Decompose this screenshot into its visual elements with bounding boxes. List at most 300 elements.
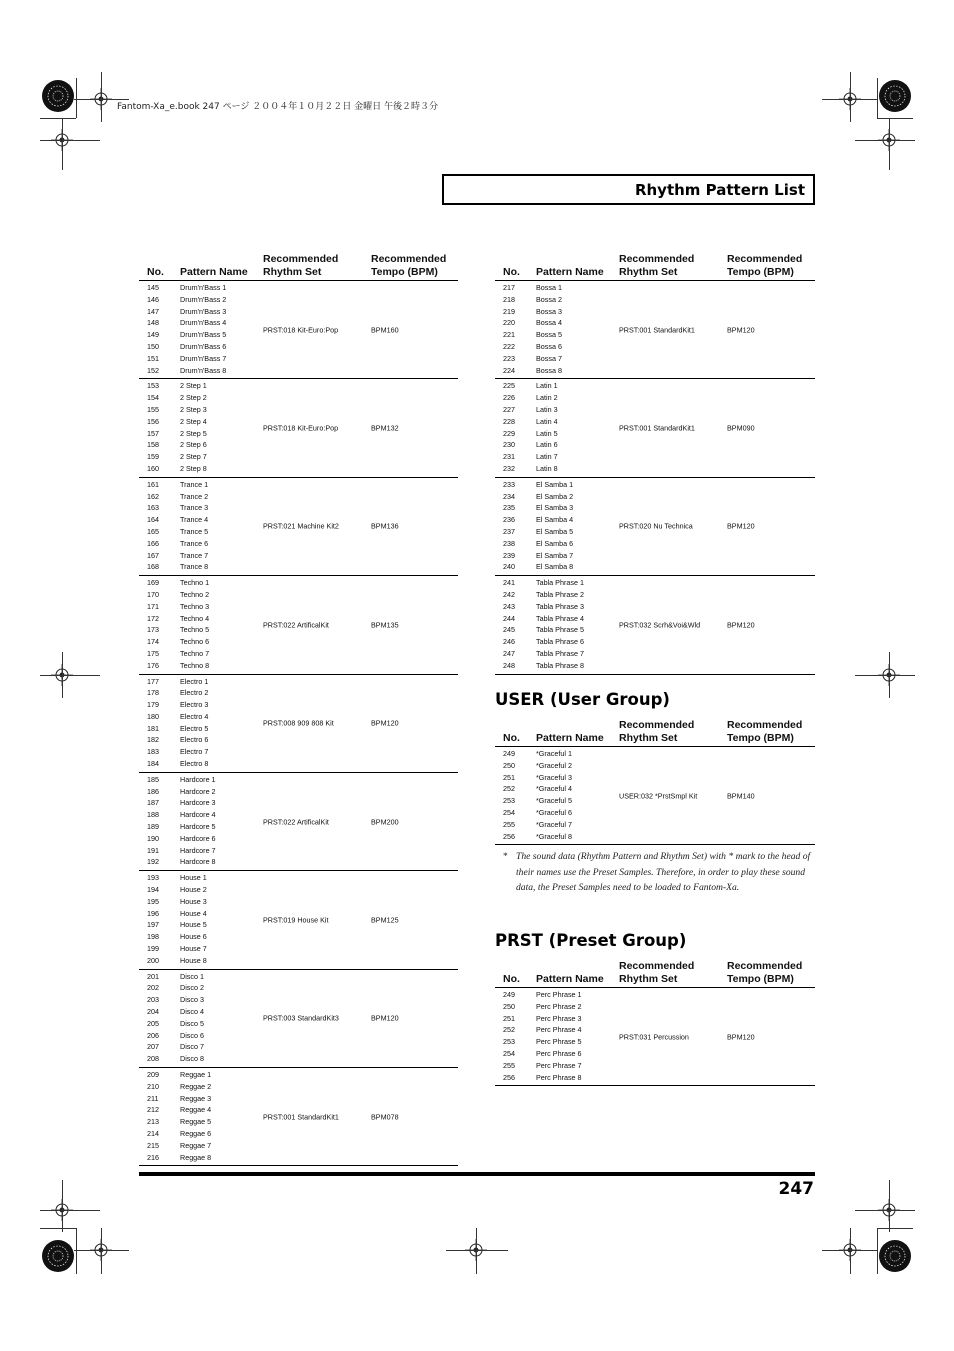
- table-row: [495, 589, 815, 601]
- pattern-number: 253: [503, 796, 515, 806]
- pattern-number: 215: [147, 1140, 159, 1150]
- recommended-tempo: BPM120: [371, 1013, 399, 1023]
- pattern-number: 206: [147, 1030, 159, 1040]
- pattern-name: Hardcore 1: [180, 774, 216, 784]
- pattern-number: 248: [503, 660, 515, 670]
- pattern-number: 235: [503, 503, 515, 513]
- table-row: [139, 353, 458, 365]
- pattern-name: Perc Phrase 3: [536, 1013, 582, 1023]
- prst-group-table: [495, 960, 815, 1086]
- pattern-name: Tabla Phrase 3: [536, 601, 584, 611]
- pattern-number: 153: [147, 381, 159, 391]
- pattern-number: 187: [147, 798, 159, 808]
- table-row: [495, 439, 815, 451]
- table-row: [495, 392, 815, 404]
- pattern-number: 183: [147, 747, 159, 757]
- table-row: [495, 648, 815, 660]
- pattern-number: 256: [503, 831, 515, 841]
- user-group-table: [495, 719, 815, 845]
- pattern-number: 188: [147, 810, 159, 820]
- recommended-rhythm-set: PRST:019 House Kit: [263, 915, 329, 925]
- pattern-name: House 3: [180, 896, 207, 906]
- pattern-name: Techno 5: [180, 625, 210, 635]
- pattern-name: Tabla Phrase 1: [536, 578, 584, 588]
- pattern-number: 216: [147, 1152, 159, 1162]
- table-row: [139, 982, 458, 994]
- column-header-no: No.: [503, 265, 520, 278]
- pattern-number: 169: [147, 578, 159, 588]
- pattern-name: Latin 1: [536, 381, 558, 391]
- table-row: [495, 294, 815, 306]
- pattern-name: Bossa 2: [536, 294, 562, 304]
- pattern-name: Hardcore 3: [180, 798, 216, 808]
- pattern-number: 219: [503, 306, 515, 316]
- table-row: [139, 589, 458, 601]
- pattern-name: House 7: [180, 944, 207, 954]
- table-row: [139, 601, 458, 613]
- note-text: The sound data (Rhythm Pattern and Rhythm Set) with * mark to the head of their names use the Preset Samples. Therefore, in order to play these sound data, the Preset Samples need to be loaded to Fantom-Xa.: [516, 851, 811, 893]
- pattern-number: 152: [147, 365, 159, 375]
- recommended-tempo: BPM120: [371, 718, 399, 728]
- crop-line: [40, 140, 100, 141]
- pattern-name: Drum'n'Bass 2: [180, 294, 227, 304]
- pattern-name: House 2: [180, 885, 207, 895]
- pattern-name: Disco 4: [180, 1007, 204, 1017]
- pattern-number: 205: [147, 1018, 159, 1028]
- crop-line: [76, 1228, 77, 1274]
- table-row: [139, 676, 458, 688]
- pattern-name: Latin 8: [536, 463, 558, 473]
- pattern-number: 254: [503, 807, 515, 817]
- table-row: [139, 538, 458, 550]
- column-header-tempo: Recommended Tempo (BPM): [727, 719, 803, 744]
- table-row: [139, 758, 458, 770]
- pattern-number: 167: [147, 550, 159, 560]
- pattern-name: Drum'n'Bass 7: [180, 353, 227, 363]
- pattern-number: 176: [147, 660, 159, 670]
- crop-line: [877, 1228, 878, 1274]
- column-header-rhythm-set: Recommended Rhythm Set: [619, 253, 695, 278]
- recommended-tempo: BPM078: [371, 1112, 399, 1122]
- pattern-number: 147: [147, 306, 159, 316]
- pattern-name: 2 Step 5: [180, 428, 207, 438]
- pattern-number: 148: [147, 318, 159, 328]
- table-row: [139, 931, 458, 943]
- pattern-name: House 8: [180, 955, 207, 965]
- pattern-number: 195: [147, 896, 159, 906]
- table-row: [139, 636, 458, 648]
- pattern-name: Techno 7: [180, 648, 210, 658]
- pattern-number: 239: [503, 550, 515, 560]
- column-header-pattern-name: Pattern Name: [180, 265, 248, 278]
- pattern-number: 221: [503, 330, 515, 340]
- table-row: [139, 1041, 458, 1053]
- pattern-name: *Graceful 1: [536, 749, 572, 758]
- pattern-name: Latin 5: [536, 428, 558, 438]
- pattern-number: 252: [503, 1025, 515, 1035]
- table-row: [139, 1069, 458, 1081]
- table-row: [495, 636, 815, 648]
- pattern-number: 252: [503, 784, 515, 794]
- pattern-number: 158: [147, 440, 159, 450]
- pattern-name: Techno 1: [180, 578, 210, 588]
- pattern-name: House 1: [180, 873, 207, 883]
- table-row: [139, 687, 458, 699]
- pattern-name: Perc Phrase 8: [536, 1072, 582, 1082]
- pattern-name: Latin 6: [536, 440, 558, 450]
- pattern-number: 173: [147, 625, 159, 635]
- crop-line: [889, 652, 890, 698]
- table-row: [139, 404, 458, 416]
- pattern-number: 227: [503, 404, 515, 414]
- column-header-pattern-name: Pattern Name: [536, 265, 604, 278]
- pattern-table-left: [139, 253, 458, 1166]
- pattern-number: 246: [503, 637, 515, 647]
- pattern-name: House 6: [180, 932, 207, 942]
- pattern-name: 2 Step 4: [180, 416, 207, 426]
- table-row: [139, 479, 458, 491]
- table-header: [139, 253, 458, 281]
- pattern-name: Hardcore 5: [180, 822, 216, 832]
- pattern-name: Drum'n'Bass 5: [180, 330, 227, 340]
- column-header-pattern-name: Pattern Name: [536, 972, 604, 985]
- registration-mark-bottom-right: [877, 1238, 913, 1274]
- pattern-name: Perc Phrase 1: [536, 990, 582, 999]
- pattern-name: Electro 5: [180, 723, 209, 733]
- pattern-number: 181: [147, 723, 159, 733]
- pattern-name: Trance 2: [180, 491, 209, 501]
- pattern-number: 241: [503, 578, 515, 588]
- pattern-name: *Graceful 3: [536, 772, 572, 782]
- pattern-name: Electro 1: [180, 676, 209, 686]
- pattern-group: [139, 478, 458, 576]
- recommended-rhythm-set: PRST:003 StandardKit3: [263, 1013, 339, 1023]
- table-row: [139, 971, 458, 983]
- pattern-group: [495, 281, 815, 379]
- pattern-name: El Samba 3: [536, 503, 574, 513]
- table-row: [139, 294, 458, 306]
- pattern-name: 2 Step 1: [180, 381, 207, 391]
- table-row: [139, 896, 458, 908]
- pattern-name: Drum'n'Bass 6: [180, 341, 227, 351]
- crop-line: [850, 1228, 851, 1274]
- table-row: [495, 353, 815, 365]
- crop-line: [855, 1210, 915, 1211]
- crop-line: [40, 675, 100, 676]
- column-header-rhythm-set: Recommended Rhythm Set: [619, 719, 695, 744]
- pattern-number: 213: [147, 1117, 159, 1127]
- pattern-number: 218: [503, 294, 515, 304]
- table-row: [139, 463, 458, 475]
- pattern-name: Disco 5: [180, 1018, 204, 1028]
- table-row: [139, 577, 458, 589]
- pattern-name: *Graceful 8: [536, 831, 572, 841]
- note-asterisk: *: [503, 851, 508, 862]
- pattern-name: Perc Phrase 7: [536, 1060, 582, 1070]
- crop-line: [62, 118, 63, 170]
- table-row: [495, 1060, 815, 1072]
- pattern-name: Disco 2: [180, 983, 204, 993]
- pattern-name: Disco 1: [180, 971, 204, 981]
- table-row: [139, 282, 458, 294]
- crop-line: [40, 1210, 100, 1211]
- pattern-number: 146: [147, 294, 159, 304]
- table-row: [495, 451, 815, 463]
- pattern-name: Drum'n'Bass 4: [180, 318, 227, 328]
- pattern-number: 159: [147, 452, 159, 462]
- pattern-name: Trance 6: [180, 538, 209, 548]
- pattern-number: 184: [147, 759, 159, 769]
- recommended-tempo: BPM132: [371, 423, 399, 433]
- pattern-name: Electro 6: [180, 735, 209, 745]
- crop-line: [889, 118, 890, 170]
- page-number: 247: [778, 1179, 814, 1199]
- pattern-name: Trance 3: [180, 503, 209, 513]
- pattern-number: 149: [147, 330, 159, 340]
- pattern-number: 224: [503, 365, 515, 375]
- prst-group-heading: PRST (Preset Group): [495, 931, 687, 950]
- recommended-rhythm-set: PRST:018 Kit-Euro:Pop: [263, 423, 339, 433]
- pattern-group: [139, 871, 458, 969]
- pattern-number: 170: [147, 589, 159, 599]
- pattern-name: Latin 7: [536, 452, 558, 462]
- pattern-name: El Samba 7: [536, 550, 574, 560]
- recommended-tempo: BPM120: [727, 620, 755, 630]
- pattern-number: 168: [147, 562, 159, 572]
- registration-mark-bottom-left: [40, 1238, 76, 1274]
- pattern-number: 229: [503, 428, 515, 438]
- crop-line: [877, 78, 878, 118]
- pattern-number: 203: [147, 995, 159, 1005]
- crop-line: [476, 1228, 477, 1274]
- recommended-rhythm-set: PRST:020 Nu Technica: [619, 521, 693, 531]
- pattern-number: 249: [503, 990, 515, 999]
- pattern-number: 255: [503, 819, 515, 829]
- pattern-number: 232: [503, 463, 515, 473]
- pattern-name: Trance 5: [180, 526, 209, 536]
- column-header-tempo: Recommended Tempo (BPM): [371, 253, 447, 278]
- recommended-rhythm-set: USER:032 *PrstSmpl Kit: [619, 791, 698, 801]
- pattern-name: Electro 2: [180, 688, 209, 698]
- pattern-number: 231: [503, 452, 515, 462]
- table-row: [139, 502, 458, 514]
- table-header: [495, 253, 815, 281]
- pattern-name: 2 Step 7: [180, 452, 207, 462]
- table-row: [139, 451, 458, 463]
- pattern-name: 2 Step 6: [180, 440, 207, 450]
- pattern-number: 198: [147, 932, 159, 942]
- pattern-number: 242: [503, 589, 515, 599]
- column-header-no: No.: [503, 731, 520, 744]
- crop-line: [855, 140, 915, 141]
- crop-line: [62, 1180, 63, 1232]
- pattern-name: Latin 4: [536, 416, 558, 426]
- pattern-group: [139, 379, 458, 477]
- pattern-number: 211: [147, 1093, 159, 1103]
- pattern-name: House 4: [180, 908, 207, 918]
- column-header-no: No.: [147, 265, 164, 278]
- table-row: [139, 774, 458, 786]
- table-row: [495, 463, 815, 475]
- table-row: [495, 989, 815, 1001]
- pattern-name: *Graceful 5: [536, 796, 572, 806]
- crop-line: [62, 652, 63, 698]
- table-row: [495, 1048, 815, 1060]
- recommended-rhythm-set: PRST:032 Scrh&Voi&Wld: [619, 620, 701, 630]
- pattern-name: *Graceful 2: [536, 760, 572, 770]
- table-row: [139, 833, 458, 845]
- pattern-group: [495, 988, 815, 1086]
- pattern-number: 177: [147, 676, 159, 686]
- table-row: [139, 341, 458, 353]
- pattern-name: Techno 2: [180, 589, 210, 599]
- table-row: [139, 491, 458, 503]
- pattern-number: 196: [147, 908, 159, 918]
- table-row: [139, 699, 458, 711]
- pattern-number: 163: [147, 503, 159, 513]
- table-row: [139, 786, 458, 798]
- table-row: [495, 807, 815, 819]
- table-row: [139, 884, 458, 896]
- recommended-rhythm-set: PRST:018 Kit-Euro:Pop: [263, 325, 339, 335]
- pattern-number: 185: [147, 774, 159, 784]
- table-row: [495, 819, 815, 831]
- recommended-rhythm-set: PRST:031 Percussion: [619, 1032, 689, 1042]
- table-row: [495, 404, 815, 416]
- pattern-number: 230: [503, 440, 515, 450]
- pattern-number: 255: [503, 1060, 515, 1070]
- recommended-tempo: BPM090: [727, 423, 755, 433]
- pattern-name: Bossa 7: [536, 353, 562, 363]
- pattern-group: [495, 747, 815, 845]
- pattern-name: Tabla Phrase 5: [536, 625, 584, 635]
- table-body: [495, 281, 815, 675]
- table-row: [495, 660, 815, 672]
- pattern-name: Reggae 1: [180, 1070, 212, 1079]
- pattern-number: 225: [503, 381, 515, 391]
- pattern-number: 233: [503, 479, 515, 489]
- column-header-rhythm-set: Recommended Rhythm Set: [263, 253, 339, 278]
- pattern-number: 199: [147, 944, 159, 954]
- pattern-name: Techno 4: [180, 613, 210, 623]
- pattern-number: 162: [147, 491, 159, 501]
- crop-line: [101, 1228, 102, 1274]
- recommended-rhythm-set: PRST:001 StandardKit1: [619, 325, 695, 335]
- recommended-tempo: BPM140: [727, 791, 755, 801]
- pattern-group: [139, 675, 458, 773]
- table-row: [139, 306, 458, 318]
- pattern-name: Reggae 7: [180, 1140, 212, 1150]
- pattern-name: Trance 7: [180, 550, 209, 560]
- pattern-number: 160: [147, 463, 159, 473]
- pattern-number: 204: [147, 1007, 159, 1017]
- table-row: [495, 306, 815, 318]
- pattern-number: 240: [503, 562, 515, 572]
- pattern-group: [139, 773, 458, 871]
- pattern-group: [139, 281, 458, 379]
- pattern-number: 207: [147, 1042, 159, 1052]
- pattern-number: 151: [147, 353, 159, 363]
- pattern-number: 253: [503, 1037, 515, 1047]
- user-group-heading: USER (User Group): [495, 690, 670, 709]
- pattern-number: 212: [147, 1105, 159, 1115]
- pattern-name: Electro 8: [180, 759, 209, 769]
- pattern-number: 179: [147, 700, 159, 710]
- table-row: [139, 856, 458, 868]
- pattern-name: 2 Step 8: [180, 463, 207, 473]
- pattern-number: 243: [503, 601, 515, 611]
- pattern-name: Tabla Phrase 4: [536, 613, 584, 623]
- pattern-name: Tabla Phrase 7: [536, 648, 584, 658]
- table-row: [139, 660, 458, 672]
- pattern-name: Trance 1: [180, 479, 209, 489]
- table-row: [495, 479, 815, 491]
- pattern-number: 250: [503, 1001, 515, 1011]
- table-row: [495, 380, 815, 392]
- pattern-name: Reggae 2: [180, 1081, 212, 1091]
- pattern-name: Hardcore 8: [180, 857, 216, 867]
- recommended-tempo: BPM135: [371, 620, 399, 630]
- table-row: [139, 365, 458, 377]
- pattern-name: El Samba 5: [536, 526, 574, 536]
- pattern-number: 226: [503, 393, 515, 403]
- pattern-number: 236: [503, 515, 515, 525]
- pattern-number: 250: [503, 760, 515, 770]
- table-body: [139, 281, 458, 1166]
- table-row: [139, 1030, 458, 1042]
- pattern-group: [495, 478, 815, 576]
- pattern-number: 202: [147, 983, 159, 993]
- pattern-number: 251: [503, 772, 515, 782]
- pattern-number: 186: [147, 786, 159, 796]
- table-row: [495, 748, 815, 760]
- pattern-number: 245: [503, 625, 515, 635]
- pattern-name: *Graceful 6: [536, 807, 572, 817]
- pattern-number: 165: [147, 526, 159, 536]
- table-row: [139, 734, 458, 746]
- pattern-name: El Samba 4: [536, 515, 574, 525]
- recommended-tempo: BPM120: [727, 325, 755, 335]
- pattern-name: Tabla Phrase 8: [536, 660, 584, 670]
- pattern-name: *Graceful 4: [536, 784, 572, 794]
- table-row: [139, 845, 458, 857]
- crop-line: [822, 99, 877, 100]
- pattern-name: Reggae 8: [180, 1152, 212, 1162]
- pattern-name: Hardcore 4: [180, 810, 216, 820]
- pattern-number: 237: [503, 526, 515, 536]
- pattern-number: 171: [147, 601, 159, 611]
- crop-line: [446, 1250, 508, 1251]
- pattern-name: Electro 7: [180, 747, 209, 757]
- table-body: [495, 988, 815, 1086]
- pattern-name: El Samba 1: [536, 479, 574, 489]
- table-row: [139, 746, 458, 758]
- pattern-name: 2 Step 3: [180, 404, 207, 414]
- pattern-number: 200: [147, 955, 159, 965]
- column-header-tempo: Recommended Tempo (BPM): [727, 253, 803, 278]
- pattern-number: 174: [147, 637, 159, 647]
- pattern-name: 2 Step 2: [180, 393, 207, 403]
- pattern-name: Techno 3: [180, 601, 210, 611]
- pattern-name: Reggae 3: [180, 1093, 212, 1103]
- pattern-number: 238: [503, 538, 515, 548]
- recommended-rhythm-set: PRST:001 StandardKit1: [263, 1112, 339, 1122]
- pattern-table-right: [495, 253, 815, 675]
- recommended-tempo: BPM125: [371, 915, 399, 925]
- pattern-name: Drum'n'Bass 8: [180, 365, 227, 375]
- table-row: [495, 601, 815, 613]
- pattern-name: Perc Phrase 6: [536, 1048, 582, 1058]
